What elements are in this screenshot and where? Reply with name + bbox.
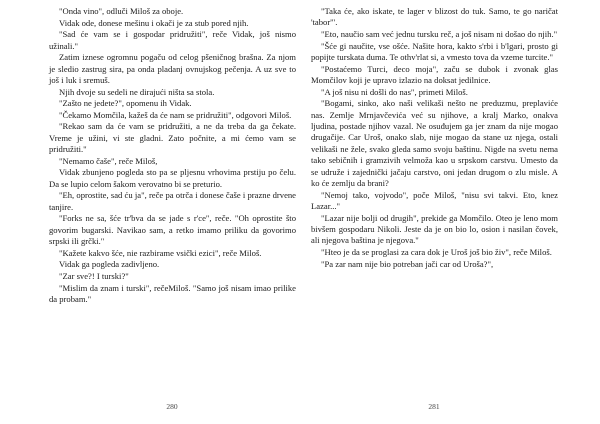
paragraph: "Čekamo Momčila, kažeš da će nam se pridružiti", odgovori Miloš. [59, 109, 292, 120]
paragraph: "Kažete kakvo šće, nie razbirame vsički ezici", reče Miloš. [59, 247, 262, 258]
paragraph: "A još nisu ni došli do nas", primeti Miloš. [321, 86, 468, 97]
paragraph: "Nemoj tako, vojvodo", poče Miloš, "nisu svi takvi. Eto, knez Lazar..." [311, 189, 558, 212]
paragraph: Vidak ga pogleda zadivljeno. [59, 259, 160, 270]
paragraph: "Eto, naučio sam već jednu tursku reč, a još nisam ni došao do njih." [321, 29, 558, 39]
paragraph: "Bogami, sinko, ako naši velikaši nešto ne preduzmu, preplaviće nas. Zemlje Mrnjavčevića već su njihove, a kralj Marko, onakva ljudina, postade njihov vazal. Ne osuđujem ga jer znam da nije mogao drugačije. Car Uroš, onako slab, nije mogao da stane uz njega, ostali velikaši ne žele, svako gleda samo svoju baštinu. Nigde na svetu nema tako sebičnih i gramzivih velmoža kao u srpskom carstvu. Umesto da se udruže i zajednički jačaju carstvo, oni jedan drugom o zlu misle. A ko će zemlju da brani? [311, 98, 558, 189]
paragraph: "Zar sve?! I turski?" [59, 270, 129, 281]
paragraph: Zatim iznese ogromnu pogaču od celog pšeničnog brašna. Za njom je sledio zastrug sira, pa onda pladanj ovnujskog pečenja. A uz sve to još i luk i sremuš. [49, 52, 296, 85]
paragraph: "Rekao sam da će vam se pridružiti, a ne da treba da ga čekate. Vreme je užini, vi ste gladni. Zato počnite, a mi ćemo vam se pridružiti." [49, 121, 296, 155]
paragraph: "Forks ne sa, šće tr'bva da se jade s r'ce", reče. "Oh oprostite što govorim bugarski. Navikao sam, a retko imamo priliku da govorimo srpski ili grčki." [49, 213, 296, 247]
paragraph: "Lazar nije bolji od drugih", prekide ga Momčilo. Oteo je leno mom bivšem gospodaru Nikoli. Jeste da je on bio lo, osion i nasilan čovek, ali njegova baština je njegova." [311, 212, 558, 246]
paragraph: "Taka će, ako iskate, te lager v blizost do tuk. Samo, te go naričat 'tabor'". [311, 6, 558, 28]
paragraph: "Sad će vam se i gospodar pridružiti", reče Vidak, još nismo užinali." [49, 29, 296, 51]
paragraph: "Nemamo čaše", reče Miloš, [59, 155, 158, 166]
paragraph: "Mislim da znam i turski", rečeMiloš. "Samo još nisam imao prilike da probam." [49, 282, 296, 304]
paragraph: Vidak ode, donese mešinu i okači je za stub pored njih. [59, 17, 249, 28]
right-page [311, 6, 558, 270]
page-number-left: 280 [166, 402, 178, 411]
paragraph: "Onda vino", odluči Miloš za oboje. [59, 6, 184, 16]
paragraph: Njih dvoje su sedeli ne dirajući ništa sa stola. [59, 86, 215, 97]
paragraph: Vidak zbunjeno pogleda sto pa se pljesnu vrhovima prstiju po čelu. Da se lupio celom šakom verovatno bi se preturio. [49, 167, 296, 189]
page-number-right: 281 [428, 402, 440, 411]
paragraph: "Šće gi naučite, vse ošće. Našite hora, kakto s'rbi i b'lgari, prosto gi popijte turskata duma. Te othv'rlat si, a vmesto tova da vzeme turcite." [311, 40, 558, 62]
paragraph: "Postaćemo Turci, deco moja", začu se dubok i zvonak glas Momčilov koji je upravo izlazio na doksat jedilnice. [311, 63, 558, 85]
paragraph: "Eh, oprostite, sad ću ja", reče pa otrča i donese čaše i prazne drvene tanjire. [49, 190, 296, 212]
paragraph: "Zašto ne jedete?", opomenu ih Vidak. [59, 98, 192, 109]
paragraph: "Hteo je da se proglasi za cara dok je Uroš još bio živ", reče Miloš. [321, 247, 552, 258]
left-page [49, 6, 296, 305]
paragraph: "Pa zar nam nije bio potreban jači car od Uroša?", [321, 258, 494, 269]
